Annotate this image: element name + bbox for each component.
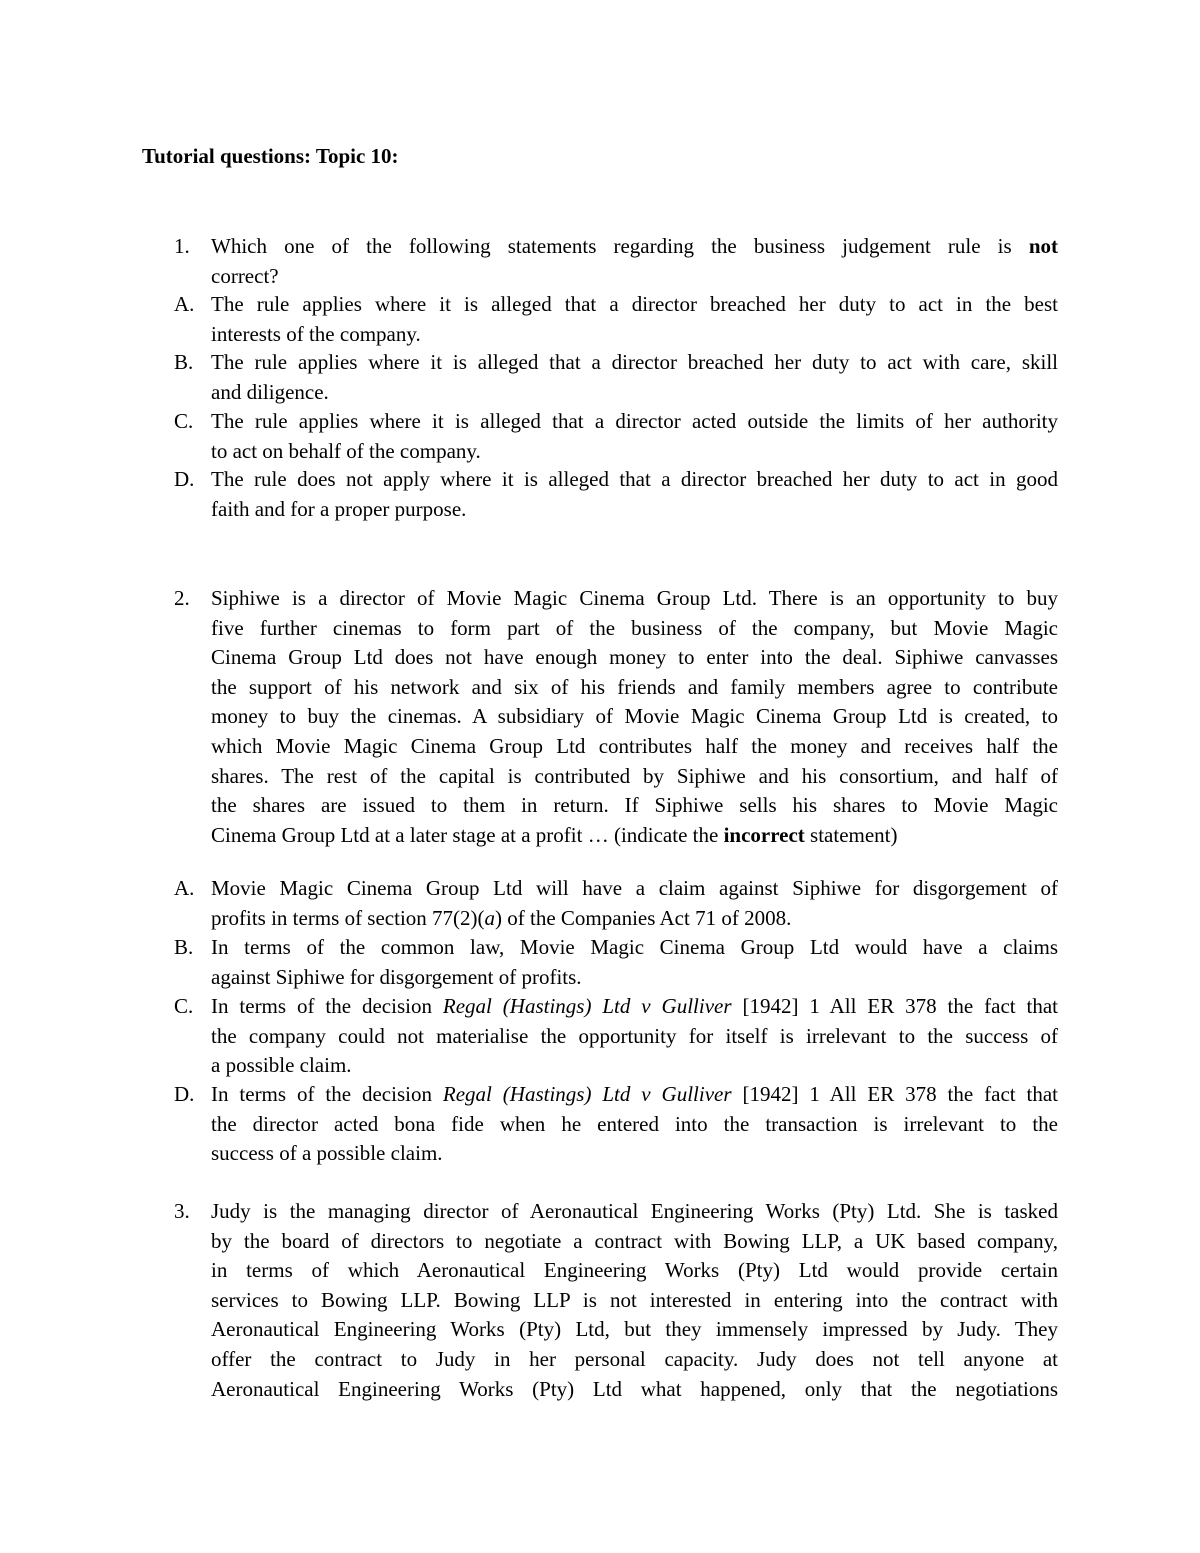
option-line: against Siphiwe for disgorgement of profits.: [211, 964, 582, 989]
question-line: which Movie Magic Cinema Group Ltd contributes half the money and receives half the: [211, 733, 1058, 758]
question-2-option-a: [174, 874, 1058, 933]
option-label: D.: [174, 467, 195, 491]
option-label: D.: [174, 1082, 195, 1106]
question-1-option-a: [174, 290, 1058, 349]
emphasis: not: [1028, 234, 1058, 258]
option-line: to act on behalf of the company.: [211, 438, 481, 463]
question-1-option-c: [174, 407, 1058, 466]
case-citation: Regal (Hastings) Ltd v Gulliver: [442, 1082, 732, 1106]
question-2-option-b: [174, 933, 1058, 992]
option-line: interests of the company.: [211, 321, 421, 346]
question-2-option-c: [174, 992, 1058, 1081]
question-number: 1.: [174, 234, 190, 258]
question-2-option-d: [174, 1080, 1058, 1169]
option-line: In terms of the decision Regal (Hastings) Ltd v Gulliver [1942] 1 All ER 378 the fact that: [211, 994, 1058, 1018]
question-line: money to buy the cinemas. A subsidiary of Movie Magic Cinema Group Ltd is created, to: [211, 704, 1058, 729]
question-line: correct?: [211, 263, 279, 288]
option-line: The rule applies where it is alleged that a director breached her duty to act in the best: [211, 292, 1058, 316]
option-label: C.: [174, 994, 194, 1018]
question-line: Aeronautical Engineering Works (Pty) Ltd what happened, only that the negotiations: [211, 1376, 1058, 1401]
option-line: profits in terms of section 77(2)(a) of the Companies Act 71 of 2008.: [211, 905, 792, 930]
question-line: the shares are issued to them in return. If Siphiwe sells his shares to Movie Magic: [211, 793, 1058, 818]
option-line: faith and for a proper purpose.: [211, 496, 467, 521]
question-line: Siphiwe is a director of Movie Magic Cinema Group Ltd. There is an opportunity to buy: [211, 586, 1058, 610]
question-line: the support of his network and six of his friends and family members agree to contribute: [211, 674, 1058, 699]
question-line: Which one of the following statements regarding the business judgement rule is not: [211, 234, 1058, 258]
question-1-option-b: [174, 348, 1058, 407]
question-line: offer the contract to Judy in her personal capacity. Judy does not tell anyone at: [211, 1346, 1058, 1371]
case-citation: Regal (Hastings) Ltd v Gulliver: [442, 994, 732, 1018]
option-line: the director acted bona fide when he entered into the transaction is irrelevant to the: [211, 1111, 1058, 1136]
option-label: B.: [174, 935, 194, 959]
option-line: The rule applies where it is alleged that a director acted outside the limits of her authority: [211, 409, 1058, 433]
question-line: Aeronautical Engineering Works (Pty) Ltd, but they immensely impressed by Judy. They: [211, 1317, 1058, 1342]
question-1-stem: [174, 232, 1058, 291]
question-line: Cinema Group Ltd at a later stage at a profit … (indicate the incorrect statement): [211, 822, 898, 847]
question-2-stem: [174, 584, 1058, 850]
question-1-option-d: [174, 465, 1058, 524]
option-line: In terms of the common law, Movie Magic Cinema Group Ltd would have a claims: [211, 935, 1058, 959]
question-number: 2.: [174, 586, 190, 610]
option-line: In terms of the decision Regal (Hastings) Ltd v Gulliver [1942] 1 All ER 378 the fact that: [211, 1082, 1058, 1106]
question-line: in terms of which Aeronautical Engineering Works (Pty) Ltd would provide certain: [211, 1258, 1058, 1283]
option-label: A.: [174, 292, 195, 316]
option-line: Movie Magic Cinema Group Ltd will have a claim against Siphiwe for disgorgement of: [211, 876, 1058, 900]
page-title: Tutorial questions: Topic 10:: [142, 144, 399, 168]
option-line: The rule applies where it is alleged that a director breached her duty to act with care, skill: [211, 350, 1058, 374]
question-line: five further cinemas to form part of the business of the company, but Movie Magic: [211, 615, 1058, 640]
question-line: Judy is the managing director of Aeronautical Engineering Works (Pty) Ltd. She is tasked: [211, 1199, 1058, 1223]
question-3-stem: [174, 1197, 1058, 1404]
question-number: 3.: [174, 1199, 190, 1223]
option-label: A.: [174, 876, 195, 900]
option-line: a possible claim.: [211, 1053, 352, 1078]
question-line: shares. The rest of the capital is contributed by Siphiwe and his consortium, and half of: [211, 763, 1058, 788]
question-line: services to Bowing LLP. Bowing LLP is not interested in entering into the contract with: [211, 1287, 1058, 1312]
option-line: The rule does not apply where it is alleged that a director breached her duty to act in good: [211, 467, 1058, 491]
option-line: success of a possible claim.: [211, 1141, 443, 1166]
option-line: and diligence.: [211, 379, 329, 404]
question-line: Cinema Group Ltd does not have enough money to enter into the deal. Siphiwe canvasses: [211, 645, 1058, 670]
question-line: by the board of directors to negotiate a contract with Bowing LLP, a UK based company,: [211, 1228, 1058, 1253]
option-label: B.: [174, 350, 194, 374]
emphasis: incorrect: [723, 822, 805, 847]
option-label: C.: [174, 409, 194, 433]
option-line: the company could not materialise the opportunity for itself is irrelevant to the success of: [211, 1023, 1058, 1048]
